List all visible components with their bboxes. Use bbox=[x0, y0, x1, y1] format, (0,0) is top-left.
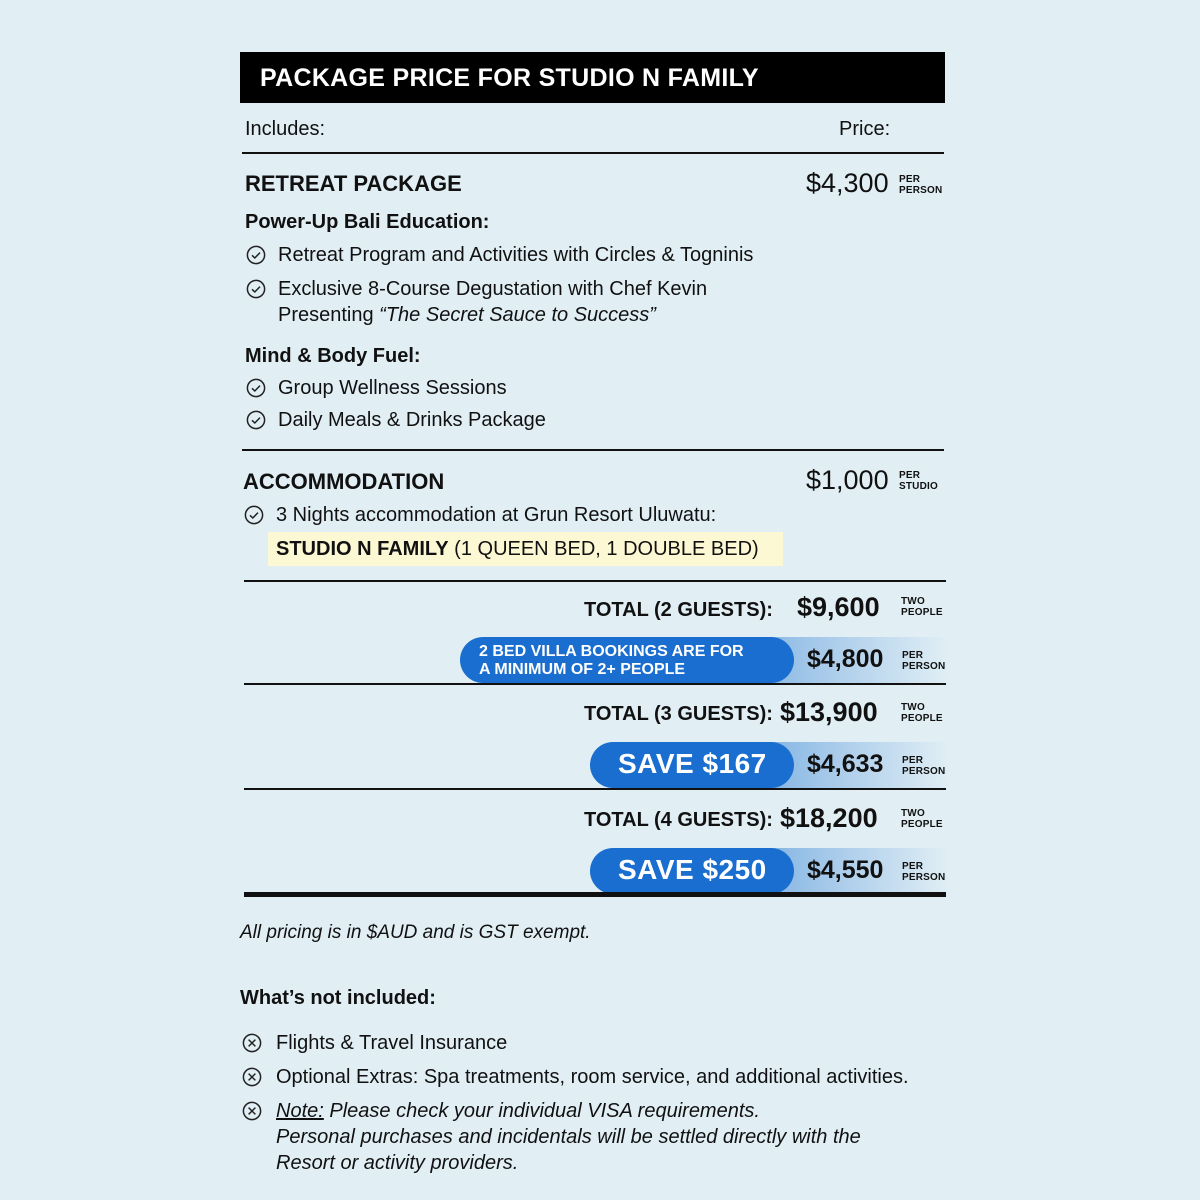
list-item: Daily Meals & Drinks Package bbox=[278, 409, 546, 431]
per-person-unit: PER PERSON bbox=[902, 755, 946, 777]
list-item: 3 Nights accommodation at Grun Resort Uluwatu: bbox=[276, 504, 717, 526]
x-circle-icon bbox=[242, 1067, 262, 1087]
divider bbox=[242, 449, 944, 451]
total-label: TOTAL (4 GUESTS): bbox=[584, 809, 773, 831]
accommodation-price: $1,000 bbox=[806, 465, 889, 495]
education-group-title: Power-Up Bali Education: bbox=[245, 211, 490, 233]
retreat-price: $4,300 bbox=[806, 168, 889, 198]
divider bbox=[244, 580, 946, 582]
per-person-unit: PER PERSON bbox=[902, 861, 946, 883]
list-item: Flights & Travel Insurance bbox=[276, 1032, 508, 1054]
not-included-title: What’s not included: bbox=[240, 987, 436, 1009]
total-price-unit: TWO PEOPLE bbox=[901, 596, 943, 618]
accommodation-title: ACCOMMODATION bbox=[243, 469, 445, 494]
accommodation-price-unit: PER STUDIO bbox=[899, 470, 938, 492]
includes-column-header: Includes: bbox=[245, 118, 326, 140]
check-circle-icon bbox=[246, 279, 266, 299]
x-circle-icon bbox=[242, 1033, 262, 1053]
per-person-price: $4,633 bbox=[807, 750, 884, 778]
total-label: TOTAL (3 GUESTS): bbox=[584, 703, 773, 725]
total-label: TOTAL (2 GUESTS): bbox=[584, 599, 773, 621]
total-price: $13,900 bbox=[780, 697, 878, 727]
retreat-package-title: RETREAT PACKAGE bbox=[245, 171, 462, 196]
per-person-unit: PER PERSON bbox=[902, 650, 946, 672]
mind-body-group-title: Mind & Body Fuel: bbox=[245, 345, 421, 367]
check-circle-icon bbox=[246, 378, 266, 398]
divider bbox=[244, 683, 946, 685]
total-price-unit: TWO PEOPLE bbox=[901, 808, 943, 830]
savings-label: SAVE $250 bbox=[618, 854, 767, 885]
list-item: Retreat Program and Activities with Circles & Togninis bbox=[278, 244, 754, 266]
list-item: Optional Extras: Spa treatments, room service, and additional activities. bbox=[276, 1066, 909, 1088]
list-item: Note: Please check your individual VISA requirements. Personal purchases and incidentals will be settled directly with the Resort or activity providers. bbox=[276, 1100, 861, 1174]
page-title: PACKAGE PRICE FOR STUDIO N FAMILY bbox=[240, 52, 945, 103]
total-price: $18,200 bbox=[780, 803, 878, 833]
price-column-header: Price: bbox=[839, 118, 891, 140]
list-item: Exclusive 8-Course Degustation with Chef Kevin Presenting “The Secret Sauce to Success” bbox=[278, 278, 708, 326]
check-circle-icon bbox=[246, 410, 266, 430]
check-circle-icon bbox=[246, 245, 266, 265]
table-bottom-rule bbox=[244, 892, 946, 897]
per-person-price: $4,800 bbox=[807, 645, 884, 673]
total-price-unit: TWO PEOPLE bbox=[901, 702, 943, 724]
x-circle-icon bbox=[242, 1101, 262, 1121]
list-item: Group Wellness Sessions bbox=[278, 377, 507, 399]
check-circle-icon bbox=[244, 505, 264, 525]
total-price: $9,600 bbox=[797, 592, 880, 622]
divider bbox=[242, 152, 944, 154]
room-type-highlight: STUDIO N FAMILY (1 QUEEN BED, 1 DOUBLE BED) bbox=[268, 532, 783, 566]
retreat-price-unit: PER PERSON bbox=[899, 174, 943, 196]
per-person-price: $4,550 bbox=[807, 856, 884, 884]
pricing-footnote: All pricing is in $AUD and is GST exempt. bbox=[240, 922, 591, 943]
savings-label: SAVE $167 bbox=[618, 748, 767, 779]
minimum-booking-note: 2 BED VILLA BOOKINGS ARE FOR A MINIMUM OF 2+ PEOPLE bbox=[479, 643, 744, 678]
divider bbox=[244, 788, 946, 790]
